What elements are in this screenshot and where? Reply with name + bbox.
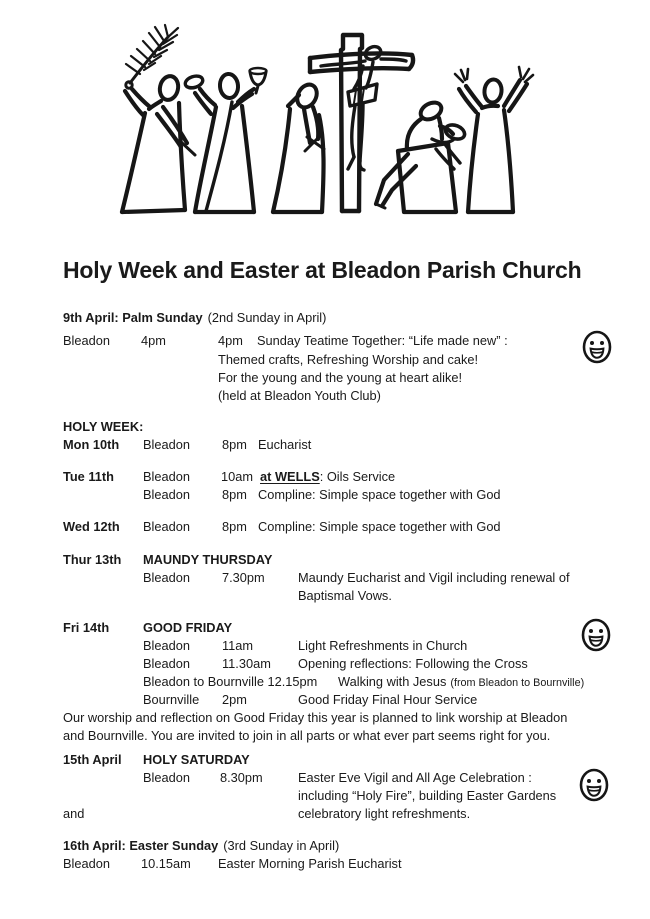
time-text: 10am [221, 469, 254, 484]
location-cell: Bleadon [143, 519, 190, 534]
maundy-thursday-row [0, 569, 650, 587]
palm-sunday-row [0, 387, 650, 405]
grinning-smiley-icon [581, 618, 611, 652]
location-time-cell: Bleadon to Bournville 12.15pm [143, 674, 318, 689]
maundy-thursday-heading-row [0, 551, 650, 569]
description-cell: including “Holy Fire”, building Easter Gardens [298, 788, 557, 803]
description-text: Walking with Jesus [338, 674, 447, 689]
description-cell: Maundy Eucharist and Vigil including renewal of [298, 570, 570, 585]
description-cell: Easter Morning Parish Eucharist [218, 856, 402, 871]
location-cell: Bleadon [63, 333, 110, 348]
good-friday-note-row [0, 727, 650, 745]
time-cell: 11am [222, 638, 254, 653]
location-cell: Bleadon [143, 437, 190, 452]
location-cell: Bleadon [143, 656, 190, 671]
palm-sunday-row [0, 332, 650, 350]
paragraph-text: Our worship and reflection on Good Friday this year is planned to link worship at Bleadon [63, 710, 568, 725]
time-cell: 4pm [141, 333, 166, 348]
time-cell: 4pm [218, 333, 243, 348]
description-cell: Baptismal Vows. [298, 588, 392, 603]
date-heading-note: (3rd Sunday in April) [223, 838, 340, 853]
margin-text: and [63, 806, 85, 821]
section-heading [63, 837, 339, 854]
description-cell: Easter Eve Vigil and All Age Celebration : [298, 770, 532, 785]
holy-saturday-row [0, 805, 650, 823]
description-cell: Compline: Simple space together with God [258, 519, 501, 534]
holy-week-figures-illustration [92, 22, 552, 222]
rejoicing-figure [455, 67, 533, 212]
time-cell: 7.30pm [222, 570, 265, 585]
page-title: Holy Week and Easter at Bleadon Parish Church [63, 257, 582, 283]
section-heading [63, 309, 326, 326]
description-cell: Sunday Teatime Together: “Life made new” : [257, 333, 508, 348]
tuesday-row-2 [0, 486, 650, 504]
time-cell: 10.15am [141, 856, 191, 871]
palm-sunday-heading-row [0, 309, 650, 327]
description-cell: Good Friday Final Hour Service [298, 692, 478, 707]
pieta-figure [376, 99, 467, 212]
section-heading: HOLY WEEK: [63, 419, 144, 434]
day-cell: Thur 13th [63, 552, 122, 567]
date-heading-note: (2nd Sunday in April) [207, 310, 327, 325]
description-cell: Compline: Simple space together with God [258, 487, 501, 502]
holy-saturday-heading-row [0, 751, 650, 769]
location-cell: Bleadon [143, 469, 190, 484]
description-cell: Eucharist [258, 437, 312, 452]
description-cell: For the young and the young at heart alike! [218, 370, 463, 385]
description-cell: Themed crafts, Refreshing Worship and cake! [218, 352, 479, 367]
day-cell: 15th April [63, 752, 122, 767]
easter-sunday-heading-row [0, 837, 650, 855]
location-cell: Bleadon [143, 487, 190, 502]
day-cell: Tue 11th [63, 469, 114, 484]
description-note: (from Bleadon to Bournville) [450, 677, 585, 689]
good-friday-row [0, 691, 650, 709]
communion-figure [184, 68, 267, 212]
easter-sunday-row [0, 855, 650, 873]
description-cell [338, 673, 584, 692]
wednesday-row [0, 518, 650, 536]
time-cell: 8pm [222, 437, 247, 452]
holy-week-heading-row [0, 418, 650, 436]
palm-bearer-figure [122, 25, 195, 212]
maundy-thursday-row [0, 587, 650, 605]
grinning-smiley-icon [582, 330, 612, 364]
paragraph-text: and Bournville. You are invited to join in all parts or what ever part seems right for you. [63, 728, 551, 743]
tuesday-row-1 [0, 468, 650, 486]
day-cell: Wed 12th [63, 519, 120, 534]
day-title-cell: GOOD FRIDAY [143, 620, 233, 635]
holy-saturday-row [0, 787, 650, 805]
description-cell: celebratory light refreshments. [298, 806, 471, 821]
day-title-cell: MAUNDY THURSDAY [143, 552, 273, 567]
venue-emphasis: at WELLS [260, 469, 320, 484]
location-cell: Bleadon [63, 856, 110, 871]
good-friday-heading-row [0, 619, 650, 637]
description-cell: Light Refreshments in Church [298, 638, 468, 653]
day-cell: Mon 10th [63, 437, 120, 452]
location-cell: Bleadon [143, 570, 190, 585]
grinning-smiley-icon [579, 768, 609, 802]
palm-sunday-row [0, 351, 650, 369]
description-cell [221, 468, 395, 485]
time-cell: 2pm [222, 692, 247, 707]
good-friday-row [0, 673, 650, 691]
palm-sunday-row [0, 369, 650, 387]
day-cell: Fri 14th [63, 620, 110, 635]
location-cell: Bleadon [143, 770, 190, 785]
time-cell: 11.30am [222, 656, 271, 671]
time-cell: 8pm [222, 487, 247, 502]
date-heading: 16th April: Easter Sunday [63, 838, 219, 853]
time-cell: 8pm [222, 519, 247, 534]
day-title-cell: HOLY SATURDAY [143, 752, 250, 767]
good-friday-row [0, 637, 650, 655]
good-friday-row [0, 655, 650, 673]
location-cell: Bleadon [143, 638, 190, 653]
monday-row [0, 436, 650, 454]
christ-on-cross [321, 44, 406, 170]
time-cell: 8.30pm [220, 770, 263, 785]
description-text: : Oils Service [319, 469, 396, 484]
date-heading: 9th April: Palm Sunday [63, 310, 203, 325]
bound-christ-figure [273, 81, 324, 212]
description-cell: (held at Bleadon Youth Club) [218, 388, 381, 403]
good-friday-note-row [0, 709, 650, 727]
location-cell: Bournville [143, 692, 200, 707]
holy-saturday-row [0, 769, 650, 787]
description-cell: Opening reflections: Following the Cross [298, 656, 528, 671]
